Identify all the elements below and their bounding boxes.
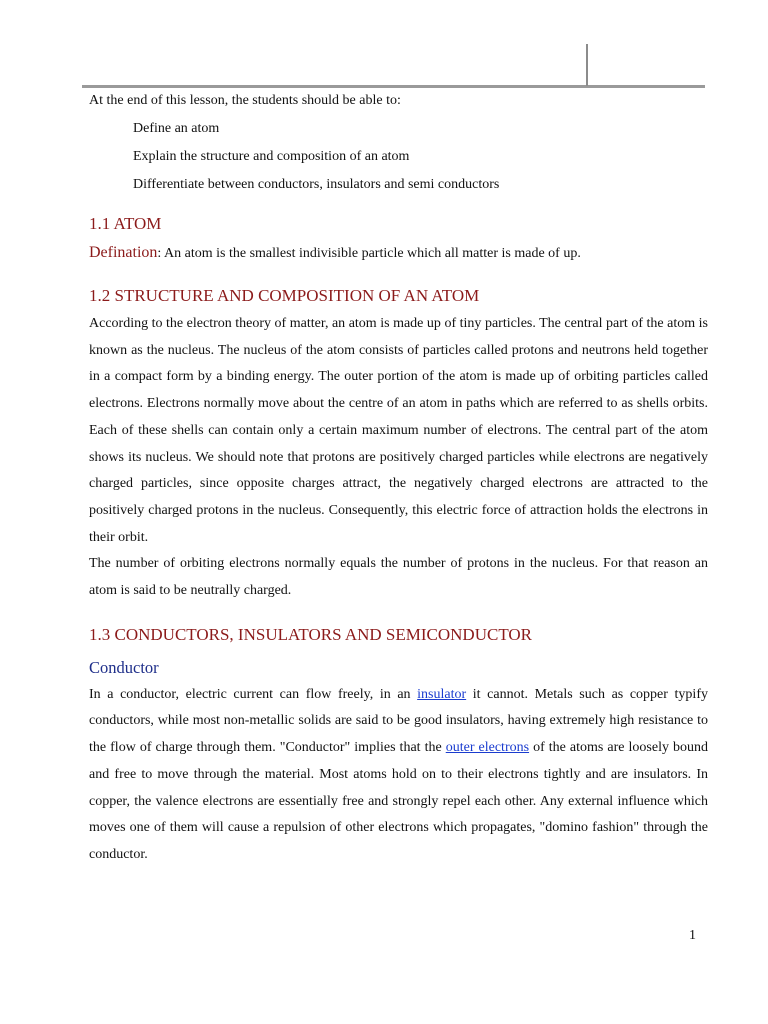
structure-paragraph-2: The number of orbiting electrons normally equals the number of protons in the nucleus. For that reason an atom is said to be neutrally charged. [89,556,708,599]
definition-label: Defination [89,244,158,261]
section-heading-conductors: 1.3 CONDUCTORS, INSULATORS AND SEMICONDUCTOR [89,624,533,644]
definition-text: An atom is the smallest indivisible particle which all matter is made of up. [164,246,581,261]
structure-paragraph-1: According to the electron theory of matter, an atom is made up of tiny particles. The central part of the atom is known as the nucleus. The nucleus of the atom consists of particles called protons and neutrons held together in a compact form by a binding energy. The outer portion of the atom is made up of orbiting particles called electrons. Electrons normally move about the centre of an atom in paths which are referred to as shells orbits. Each of these shells can contain only a certain maximum number of electrons. The central part of the atom shows its nucleus. We should note that protons are positively charged particles while electrons are negatively charged particles, since opposite charges attract, the negatively charged electrons are attracted to the positively charged protons in the nucleus. Consequently, this electric force of attraction holds the electrons in their orbit. [89,316,708,545]
document-body [89,91,708,869]
outer-electrons-link[interactable]: outer electrons [445,740,530,756]
list-item [89,119,708,139]
conductor-text-3: of the atoms are loosely bound and free to move through the material. Most atoms hold on to their electrons tightly and are insulators. In copper, the valence electrons are essentially free and strongly repel each other. Any external influence which moves one of them will cause a repulsion of other electrons which propagates, "domino fashion" through the conductor. [89,740,709,862]
bullet-icon [89,147,133,167]
conductor-text-1: In a conductor, electric current can flow freely, in an [89,686,418,702]
objective-text: Differentiate between conductors, insulators and semi conductors [133,177,500,192]
objective-text: Define an atom [133,121,220,136]
header-divider [586,44,588,86]
bullet-icon [89,175,133,195]
conductor-paragraph [89,682,708,869]
definition-separator: : [157,246,165,261]
objectives-list [89,119,708,195]
definition-line [89,243,708,264]
objective-text: Explain the structure and composition of an atom [133,149,410,164]
conductor-text-2: it cannot. Metals such as copper typify conductors, while most non-metallic solids are said to be good insulators, having extremely high resistance to the flow of charge through them. "Conductor" implies that the [89,686,708,756]
lesson-intro: At the end of this lesson, the students should be able to: [89,93,401,108]
page-number: 1 [689,928,696,943]
conductor-subheading: Conductor [89,657,159,677]
insulator-link[interactable]: insulator [417,686,467,702]
bullet-icon [89,119,133,139]
section-heading-structure: 1.2 STRUCTURE AND COMPOSITION OF AN ATOM [89,286,480,305]
section-heading-atom: 1.1 ATOM [89,214,162,233]
list-item [89,147,708,167]
list-item [89,175,708,195]
header-rule [82,85,705,88]
